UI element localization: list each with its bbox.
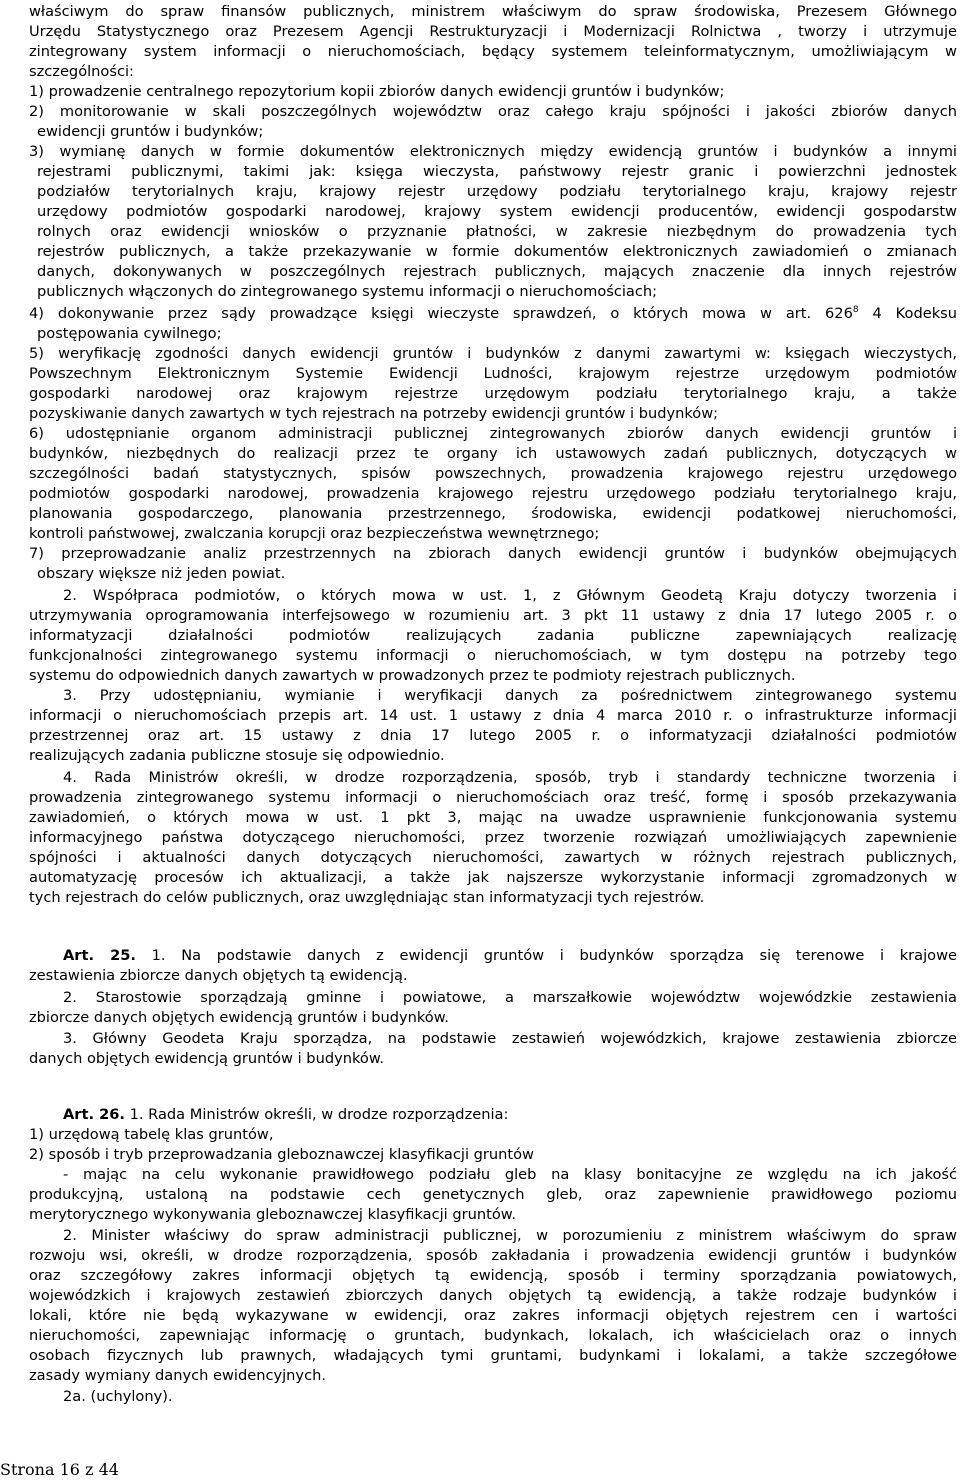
line-text: 1) urzędową tabelę klas gruntów, xyxy=(29,1126,274,1143)
text-line xyxy=(29,1246,957,1266)
text-line xyxy=(29,828,957,848)
text-line xyxy=(29,62,957,82)
article-number: Art. 25. xyxy=(63,947,136,964)
text-line xyxy=(29,1366,957,1386)
text-line xyxy=(29,484,957,504)
line-text: 2. Starostowie sporządzają gminne i powiatowe, a marszałkowie województw wojewódzkie zestawienia xyxy=(63,989,957,1006)
text-line xyxy=(29,544,957,564)
line-text: gospodarki narodowej oraz krajowym rejestrze urzędowym podziału terytorialnego kraju, a także xyxy=(29,385,957,402)
text-line xyxy=(37,282,957,302)
line-text: utrzymywania oprogramowania interfejsowego w rozumieniu art. 3 pkt 11 ustawy z dnia 17 lutego 2005 r. o xyxy=(29,607,957,624)
line-text: podziałów terytorialnych kraju, krajowy rejestr urzędowy podziału terytorialnego kraju, krajowy rejestr xyxy=(37,183,957,200)
line-text: 2. Współpraca podmiotów, o których mowa w ust. 1, z Głównym Geodetą Kraju dotyczy tworzenia i xyxy=(63,587,957,604)
text-line xyxy=(37,564,957,584)
line-text: obszary większe niż jeden powiat. xyxy=(37,565,286,582)
line-text: publicznych włączonych do zintegrowanego systemu informacji o nieruchomościach; xyxy=(37,283,658,300)
text-line xyxy=(37,242,957,262)
text-line xyxy=(29,364,957,384)
text-line xyxy=(29,726,957,746)
text-line xyxy=(29,1205,957,1225)
text-line xyxy=(29,82,957,102)
text-line xyxy=(29,22,957,42)
line-text: zasady wymiany danych ewidencyjnych. xyxy=(29,1367,326,1384)
text-line xyxy=(63,1165,957,1185)
line-text: ewidencji gruntów i budynków; xyxy=(37,123,264,140)
line-text: zawiadomień, o których mowa w ust. 1 pkt 3, mając na uwadze usprawnienie funkcjonowania systemu xyxy=(29,809,957,826)
line-text: 3. Przy udostępnianiu, wymianie i weryfikacji danych za pośrednictwem zintegrowanego systemu xyxy=(63,687,957,704)
line-text: właściwym do spraw finansów publicznych, ministrem właściwym do spraw środowiska, Prezesem Głównego xyxy=(29,3,957,20)
text-line xyxy=(37,162,957,182)
line-text: szczególności: xyxy=(29,63,134,80)
text-line xyxy=(29,1326,957,1346)
text-line xyxy=(63,768,957,788)
text-line xyxy=(29,606,957,626)
text-line xyxy=(29,2,957,22)
line-text: informacji o nieruchomościach przepis art. 14 ust. 1 ustawy z dnia 4 marca 2010 r. o infrastrukturze informacji xyxy=(29,707,957,724)
text-line xyxy=(29,1049,957,1069)
line-text: realizujących zadania publiczne stosuje się odpowiednio. xyxy=(29,747,445,764)
line-text: Urzędu Statystycznego oraz Prezesem Agencji Restrukturyzacji i Modernizacji Rolnictwa , tworzy i utrzymuje xyxy=(29,23,957,40)
text-line xyxy=(37,324,957,344)
text-line xyxy=(29,404,957,424)
text-line xyxy=(63,586,957,606)
text-line xyxy=(29,102,957,122)
text-line xyxy=(63,686,957,706)
line-text: lokali, które nie będą wykazywane w ewidencji, oraz zakres informacji objętych rejestrem cen i wartości xyxy=(29,1307,957,1324)
line-text: informacyjnego państwa dotyczącego nieruchomości, przez tworzenie rozwiązań umożliwiających zapewnienie xyxy=(29,829,957,846)
line-text: oraz szczegółowy zakres informacji objętych tą ewidencją, sposób i terminy sporządzania powiatowych, xyxy=(29,1267,957,1284)
line-text: 2. Minister właściwy do spraw administracji publicznej, w porozumieniu z ministrem właściwym do spraw xyxy=(63,1227,957,1244)
line-text: 1) prowadzenie centralnego repozytorium kopii zbiorów danych ewidencji gruntów i budynków; xyxy=(29,83,725,100)
superscript: 8 xyxy=(852,305,859,316)
text-line xyxy=(29,1125,957,1145)
text-line xyxy=(37,202,957,222)
text-line xyxy=(63,1226,957,1246)
line-text: 2a. (uchylony). xyxy=(63,1388,173,1405)
text-line xyxy=(29,1286,957,1306)
line-text: podmiotów gospodarki narodowej, prowadzenia krajowego rejestru urzędowego podziału terytorialnego kraju, xyxy=(29,485,957,502)
text-line xyxy=(29,1346,957,1366)
line-text: przestrzennej oraz art. 15 ustawy z dnia 17 lutego 2005 r. o informatyzacji działalności podmiotów xyxy=(29,727,957,744)
text-line xyxy=(29,142,957,162)
line-text: zestawienia zbiorcze danych objętych tą ewidencją. xyxy=(29,967,408,984)
line-text: pozyskiwanie danych zawartych w tych rejestrach na potrzeby ewidencji gruntów i budynków; xyxy=(29,405,719,422)
line-text: Powszechnym Elektronicznym Systemie Ewidencji Ludności, krajowym rejestrze urzędowym podmiotów xyxy=(29,365,957,382)
text-line xyxy=(29,524,957,544)
text-line xyxy=(29,1185,957,1205)
text-line xyxy=(37,182,957,202)
text-line xyxy=(29,384,957,404)
text-line xyxy=(29,626,957,646)
line-text: rozwoju wsi, określi, w drodze rozporządzenia, sposób zakładania i prowadzenia ewidencji gruntów i budynków xyxy=(29,1247,957,1264)
line-text: 1. Rada Ministrów określi, w drodze rozporządzenia: xyxy=(124,1106,509,1123)
line-text: osobach fizycznych lub prawnych, władających tymi gruntami, budynkami i lokalami, a także szczegółowe xyxy=(29,1347,957,1364)
text-line xyxy=(63,1029,957,1049)
text-line xyxy=(29,1266,957,1286)
text-line xyxy=(29,1306,957,1326)
text-line xyxy=(29,504,957,524)
line-text: danych objętych ewidencją gruntów i budynków. xyxy=(29,1050,385,1067)
text-line xyxy=(29,646,957,666)
line-text: 3. Główny Geodeta Kraju sporządza, na podstawie zestawień wojewódzkich, krajowe zestawienia zbiorcze xyxy=(63,1030,957,1047)
text-line xyxy=(29,848,957,868)
text-line xyxy=(37,222,957,242)
text-line xyxy=(29,42,957,62)
line-text: 2) monitorowanie w skali poszczególnych województw oraz całego kraju spójności i jakości zbiorów danych xyxy=(29,103,957,120)
text-line xyxy=(29,444,957,464)
line-text: 6) udostępnianie organom administracji publicznej zintegrowanych zbiorów danych ewidencji gruntów i xyxy=(29,425,957,442)
line-text: 4) dokonywanie przez sądy prowadzące księgi wieczyste sprawdzeń, o których mowa w art. 626 xyxy=(29,305,853,322)
line-text: informatyzacji działalności podmiotów realizujących zadania publiczne zapewniających realizację xyxy=(29,627,957,644)
line-text: 7) przeprowadzanie analiz przestrzennych na zbiorach danych ewidencji gruntów i budynków obejmujących xyxy=(29,545,957,562)
line-text: planowania gospodarczego, planowania przestrzennego, środowiska, ewidencji podatkowej nieruchomości, xyxy=(29,505,957,522)
line-text: zintegrowany system informacji o nieruchomościach, będący systemem teleinformatycznym, umożliwiającym w xyxy=(29,43,957,60)
line-text: 3) wymianę danych w formie dokumentów elektronicznych między ewidencją gruntów i budynków a innymi xyxy=(29,143,957,160)
text-line xyxy=(37,262,957,282)
text-line xyxy=(29,1145,957,1165)
line-text: produkcyjną, ustaloną na podstawie cech genetycznych gleb, oraz zapewnienie prawidłowego poziomu xyxy=(29,1186,957,1203)
text-line xyxy=(29,888,957,908)
text-line xyxy=(29,788,957,808)
text-line xyxy=(29,424,957,444)
line-text: rejestrów publicznych, a także przekazywanie w formie dokumentów elektronicznych zawiadomień o zmianach xyxy=(37,243,957,260)
page-number-footer: Strona 16 z 44 xyxy=(0,1460,119,1479)
line-text: systemu do odpowiednich danych zawartych w prowadzonych przez te podmioty rejestrach publicznych. xyxy=(29,667,796,684)
line-text: - mając na celu wykonanie prawidłowego podziału gleb na klasy bonitacyjne ze względu na ich jakość xyxy=(63,1166,957,1183)
line-text: postępowania cywilnego; xyxy=(37,325,222,342)
line-text-after: 4 Kodeksu xyxy=(858,305,957,322)
line-text: 1. Na podstawie danych z ewidencji gruntów i budynków sporządza się terenowe i krajowe xyxy=(135,947,957,964)
line-text: rejestrami publicznymi, takimi jak: księga wieczysta, państwowy rejestr granic i powierzchni jednostek xyxy=(37,163,957,180)
line-text: budynków, niezbędnych do realizacji przez te organy ich ustawowych zadań publicznych, dotyczących w xyxy=(29,445,957,462)
text-line xyxy=(29,1008,957,1028)
article-number: Art. 26. xyxy=(63,1106,125,1123)
line-text: kontroli państwowej, zwalczania korupcji oraz bezpieczeństwa wewnętrznego; xyxy=(29,525,600,542)
line-text: 5) weryfikację zgodności danych ewidencji gruntów i budynków z danymi zawartymi w: księgach wieczystych, xyxy=(29,345,957,362)
line-text: urzędowy podmiotów gospodarki narodowej, krajowy system ewidencji producentów, ewidencji gospodarstw xyxy=(37,203,957,220)
line-text: tych rejestrach do celów publicznych, oraz uwzględniając stan informatyzacji tych rejestrów. xyxy=(29,889,705,906)
text-line xyxy=(29,344,957,364)
line-text: szczególności badań statystycznych, spisów powszechnych, prowadzenia krajowego rejestru urzędowego xyxy=(29,465,957,482)
text-line xyxy=(29,966,957,986)
line-text: prowadzenia zintegrowanego systemu informacji o nieruchomościach oraz treść, formę i sposób przekazywania xyxy=(29,789,957,806)
line-text: merytorycznego wykonywania gleboznawczej klasyfikacji gruntów. xyxy=(29,1206,517,1223)
line-text: zbiorcze danych objętych ewidencją gruntów i budynków. xyxy=(29,1009,449,1026)
text-line xyxy=(63,1387,957,1407)
line-text: danych, dokonywanych w poszczególnych rejestrach publicznych, mających znaczenie dla innych rejestrów xyxy=(37,263,957,280)
text-line xyxy=(29,868,957,888)
text-line xyxy=(29,808,957,828)
line-text: 2) sposób i tryb przeprowadzania gleboznawczej klasyfikacji gruntów xyxy=(29,1146,534,1163)
text-line xyxy=(63,1105,957,1125)
line-text: funkcjonalności zintegrowanego systemu informacji o nieruchomościach, w tym dostępu na potrzeby tego xyxy=(29,647,957,664)
line-text: wojewódzkich i krajowych zestawień zbiorczych danych objętych tą ewidencją, a także rodzaje budynków i xyxy=(29,1287,957,1304)
text-line xyxy=(29,304,957,324)
line-text: rolnych oraz ewidencji wniosków o przyznanie płatności, w zakresie niezbędnym do prowadzenia tych xyxy=(37,223,957,240)
text-line xyxy=(63,946,957,966)
text-line xyxy=(29,666,957,686)
line-text: spójności i aktualności danych dotyczących nieruchomości, zawartych w różnych rejestrach publicznych, xyxy=(29,849,957,866)
text-line xyxy=(63,988,957,1008)
text-line xyxy=(29,746,957,766)
text-line xyxy=(29,706,957,726)
text-line xyxy=(37,122,957,142)
line-text: 4. Rada Ministrów określi, w drodze rozporządzenia, sposób, tryb i standardy techniczne tworzenia i xyxy=(63,769,957,786)
text-line xyxy=(29,464,957,484)
line-text: automatyzację procesów ich aktualizacji, a także jak najszersze wykorzystanie informacji zgromadzonych w xyxy=(29,869,957,886)
line-text: nieruchomości, zapewniając informację o gruntach, budynkach, lokalach, ich właścicielach oraz o innych xyxy=(29,1327,957,1344)
